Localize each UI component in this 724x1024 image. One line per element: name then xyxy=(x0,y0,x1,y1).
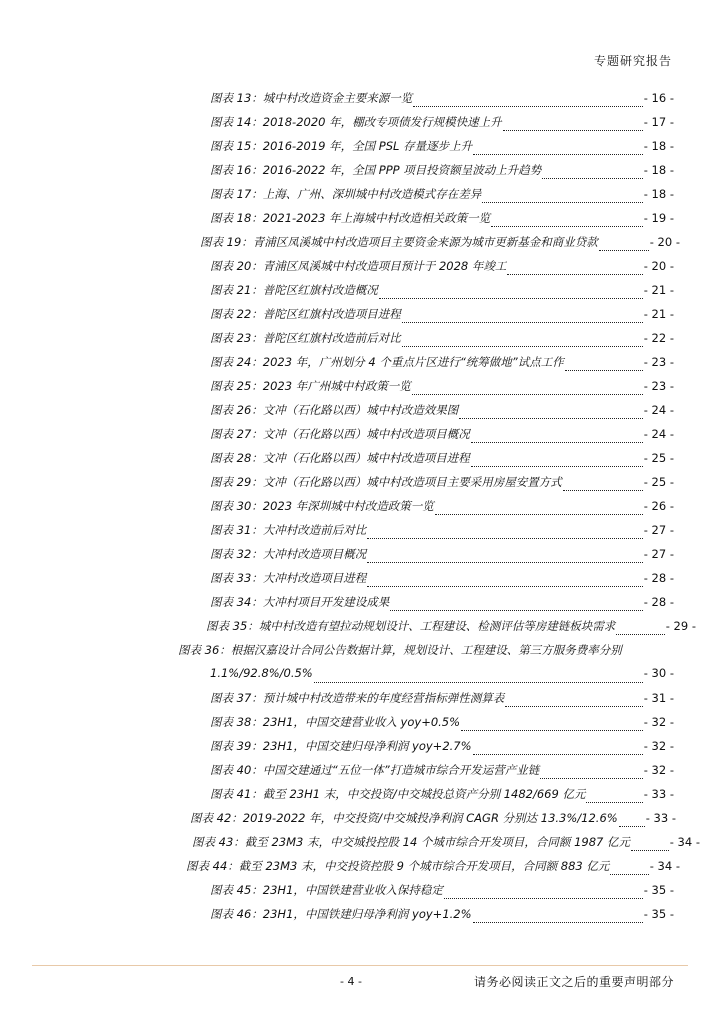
toc-entry-label: 图表 29：文冲（石化路以西）城中村改造项目主要采用房屋安置方式 xyxy=(210,475,562,489)
toc-entry-label: 图表 23：普陀区红旗村改造前后对比 xyxy=(210,331,401,345)
toc-entry-page: - 32 - xyxy=(643,739,674,753)
toc-entry-label: 图表 31：大冲村改造前后对比 xyxy=(210,523,367,537)
dot-leader xyxy=(616,634,664,635)
dot-leader xyxy=(563,490,643,491)
dot-leader xyxy=(473,754,643,755)
toc-entry[interactable] xyxy=(210,546,674,568)
toc-entry-label: 图表 46：23H1，中国铁建归母净利润 yoy+1.2% xyxy=(210,907,472,921)
dot-leader xyxy=(586,802,642,803)
toc-entry-page: - 27 - xyxy=(643,547,674,561)
dot-leader xyxy=(619,826,645,827)
toc-entry-label: 图表 35：城中村改造有望拉动规划设计、工程建设、检测评估等房建链板块需求 xyxy=(206,619,616,633)
toc-entry-label: 图表 22：普陀区红旗村改造项目进程 xyxy=(210,307,401,321)
toc-entry[interactable] xyxy=(210,450,674,472)
toc-entry-page: - 35 - xyxy=(643,883,674,897)
toc-entry-page: - 26 - xyxy=(643,499,674,513)
toc-entry-label: 图表 18：2021-2023 年上海城中村改造相关政策一览 xyxy=(210,211,491,225)
toc-entry-page: - 18 - xyxy=(643,163,674,177)
dot-leader xyxy=(367,538,642,539)
toc-entry-label: 图表 13：城中村改造资金主要来源一览 xyxy=(210,91,413,105)
dot-leader xyxy=(367,562,642,563)
toc-entry-page: - 25 - xyxy=(643,451,674,465)
dot-leader xyxy=(379,298,643,299)
toc-entry-label: 图表 17：上海、广州、深圳城中村改造模式存在差异 xyxy=(210,187,482,201)
toc-entry[interactable] xyxy=(178,642,698,664)
dot-leader xyxy=(459,418,642,419)
toc-entry-page: - 29 - xyxy=(665,619,696,633)
toc-entry-page: - 23 - xyxy=(643,379,674,393)
toc-entry[interactable] xyxy=(210,882,674,904)
toc-entry[interactable] xyxy=(210,714,674,736)
toc-entry[interactable] xyxy=(210,378,674,400)
toc-entry-label: 图表 41：截至 23H1 末，中交投资/中交城投总资产分别 1482/669 亿元 xyxy=(210,787,586,801)
dot-leader xyxy=(390,610,642,611)
toc-entry-page: - 27 - xyxy=(643,523,674,537)
toc-entry-page: - 33 - xyxy=(643,787,674,801)
toc-entry-page: - 18 - xyxy=(643,139,674,153)
toc-entry[interactable] xyxy=(210,570,674,592)
dot-leader xyxy=(631,850,669,851)
toc-entry[interactable] xyxy=(210,474,674,496)
toc-entry[interactable] xyxy=(210,138,674,160)
toc-entry-label: 图表 30：2023 年深圳城中村改造政策一览 xyxy=(210,499,434,513)
toc-entry[interactable] xyxy=(186,858,680,880)
toc-entry-page: - 24 - xyxy=(643,427,674,441)
report-type-header: 专题研究报告 xyxy=(593,54,672,68)
toc-entry-label: 图表 14：2018-2020 年，棚改专项债发行规模快速上升 xyxy=(210,115,502,129)
toc-entry-page: - 16 - xyxy=(643,91,674,105)
toc-entry-page: - 32 - xyxy=(643,763,674,777)
toc-entry-label: 图表 21：普陀区红旗村改造概况 xyxy=(210,283,378,297)
toc-entry-page: - 20 - xyxy=(643,259,674,273)
toc-entry-label: 图表 24：2023 年，广州划分 4 个重点片区进行“统筹做地”试点工作 xyxy=(210,355,564,369)
toc-entry-label: 图表 36：根据汉嘉设计合同公告数据计算，规划设计、工程建设、第三方服务费率分别 xyxy=(178,643,622,657)
page-number: - 4 - xyxy=(340,975,362,988)
toc-entry-page: - 33 - xyxy=(645,811,676,825)
toc-entry[interactable] xyxy=(206,618,696,640)
toc-entry[interactable] xyxy=(210,402,674,424)
toc-entry-page: - 21 - xyxy=(643,283,674,297)
toc-entry-page: - 31 - xyxy=(643,691,674,705)
toc-entry[interactable] xyxy=(210,210,674,232)
toc-entry-label: 图表 45：23H1，中国铁建营业收入保持稳定 xyxy=(210,883,443,897)
toc-entry-label: 图表 32：大冲村改造项目概况 xyxy=(210,547,367,561)
toc-entry[interactable] xyxy=(210,786,674,808)
dot-leader xyxy=(473,922,643,923)
toc-entry-page: - 20 - xyxy=(649,235,680,249)
toc-entry-label: 图表 37：预计城中村改造带来的年度经营指标弹性测算表 xyxy=(210,691,505,705)
toc-entry-page: - 34 - xyxy=(669,835,700,849)
dot-leader xyxy=(402,346,643,347)
toc-entry[interactable] xyxy=(210,522,674,544)
toc-entry-page: - 32 - xyxy=(643,715,674,729)
footer-divider xyxy=(32,965,688,966)
toc-entry[interactable] xyxy=(210,258,674,280)
toc-entry-page: - 19 - xyxy=(643,211,674,225)
toc-entry-label: 1.1%/92.8%/0.5% xyxy=(210,666,313,680)
toc-entry[interactable] xyxy=(210,330,674,352)
toc-entry-label: 图表 16：2016-2022 年，全国 PPP 项目投资额呈波动上升趋势 xyxy=(210,163,542,177)
dot-leader xyxy=(461,730,643,731)
toc-entry-label: 图表 38：23H1，中国交建营业收入 yoy+0.5% xyxy=(210,715,461,729)
dot-leader xyxy=(491,226,643,227)
toc-entry-page: - 24 - xyxy=(643,403,674,417)
toc-entry-page: - 21 - xyxy=(643,307,674,321)
toc-entry-page: - 17 - xyxy=(643,115,674,129)
toc-entry[interactable] xyxy=(210,498,674,520)
dot-leader xyxy=(473,154,643,155)
dot-leader xyxy=(482,202,642,203)
toc-entry[interactable] xyxy=(210,162,674,184)
dot-leader xyxy=(314,682,643,683)
toc-entry[interactable] xyxy=(210,738,674,760)
toc-entry-label: 图表 34：大冲村项目开发建设成果 xyxy=(210,595,390,609)
dot-leader xyxy=(367,586,642,587)
toc-entry-label: 图表 27：文冲（石化路以西）城中村改造项目概况 xyxy=(210,427,470,441)
toc-entry-page: - 25 - xyxy=(643,475,674,489)
toc-entry-continued[interactable] xyxy=(210,666,674,688)
toc-entry-label: 图表 40：中国交建通过“五位一体”打造城市综合开发运营产业链 xyxy=(210,763,540,777)
toc-entry[interactable] xyxy=(210,282,674,304)
toc-entry[interactable] xyxy=(200,234,680,256)
dot-leader xyxy=(471,442,643,443)
toc-entry-page: - 28 - xyxy=(643,571,674,585)
toc-entry-label: 图表 25：2023 年广州城中村政策一览 xyxy=(210,379,411,393)
toc-entry-page: - 35 - xyxy=(643,907,674,921)
dot-leader xyxy=(412,394,643,395)
dot-leader xyxy=(444,898,643,899)
dot-leader xyxy=(435,514,643,515)
toc-entry-label: 图表 39：23H1，中国交建归母净利润 yoy+2.7% xyxy=(210,739,472,753)
toc-entry[interactable] xyxy=(210,906,674,928)
toc-entry-label: 图表 42：2019-2022 年，中交投资/中交城投净利润 CAGR 分别达 13.3%/12.6% xyxy=(190,811,618,825)
dot-leader xyxy=(402,322,643,323)
toc-entry-page: - 18 - xyxy=(643,187,674,201)
toc-entry[interactable] xyxy=(210,594,674,616)
toc-entry[interactable] xyxy=(210,306,674,328)
toc-entry-page: - 30 - xyxy=(643,666,674,680)
toc-entry-label: 图表 20：青浦区凤溪城中村改造项目预计于 2028 年竣工 xyxy=(210,259,507,273)
dot-leader xyxy=(505,706,642,707)
toc-entry-page: - 28 - xyxy=(643,595,674,609)
toc-entry-page: - 22 - xyxy=(643,331,674,345)
dot-leader xyxy=(507,274,642,275)
dot-leader xyxy=(540,778,643,779)
toc-entry[interactable] xyxy=(210,354,674,376)
dot-leader xyxy=(413,106,642,107)
toc-entry-label: 图表 26：文冲（石化路以西）城中村改造效果图 xyxy=(210,403,459,417)
toc-entry[interactable] xyxy=(210,690,674,712)
toc-entry[interactable] xyxy=(210,762,674,784)
dot-leader xyxy=(503,130,643,131)
toc-entry-label: 图表 19：青浦区凤溪城中村改造项目主要资金来源为城市更新基金和商业贷款 xyxy=(200,235,598,249)
toc-entry[interactable] xyxy=(192,834,700,856)
toc-entry-label: 图表 15：2016-2019 年，全国 PSL 存量逐步上升 xyxy=(210,139,473,153)
toc-entry-label: 图表 28：文冲（石化路以西）城中村改造项目进程 xyxy=(210,451,470,465)
disclaimer-note: 请务必阅读正文之后的重要声明部分 xyxy=(473,975,674,989)
toc-entry[interactable] xyxy=(210,186,674,208)
toc-entry-label: 图表 33：大冲村改造项目进程 xyxy=(210,571,367,585)
toc-entry-label: 图表 43：截至 23M3 末，中交城投控股 14 个城市综合开发项目，合同额 1987 亿元 xyxy=(192,835,630,849)
dot-leader xyxy=(599,250,649,251)
dot-leader xyxy=(610,874,648,875)
dot-leader xyxy=(565,370,643,371)
dot-leader xyxy=(471,466,643,467)
toc-entry[interactable] xyxy=(210,90,674,112)
toc-entry[interactable] xyxy=(210,114,674,136)
toc-entry[interactable] xyxy=(210,426,674,448)
dot-leader xyxy=(542,178,643,179)
toc-entry[interactable] xyxy=(190,810,676,832)
toc-entry-page: - 23 - xyxy=(643,355,674,369)
toc-entry-page: - 34 - xyxy=(649,859,680,873)
toc-entry-label: 图表 44：截至 23M3 末，中交投资控股 9 个城市综合开发项目，合同额 883 亿元 xyxy=(186,859,610,873)
